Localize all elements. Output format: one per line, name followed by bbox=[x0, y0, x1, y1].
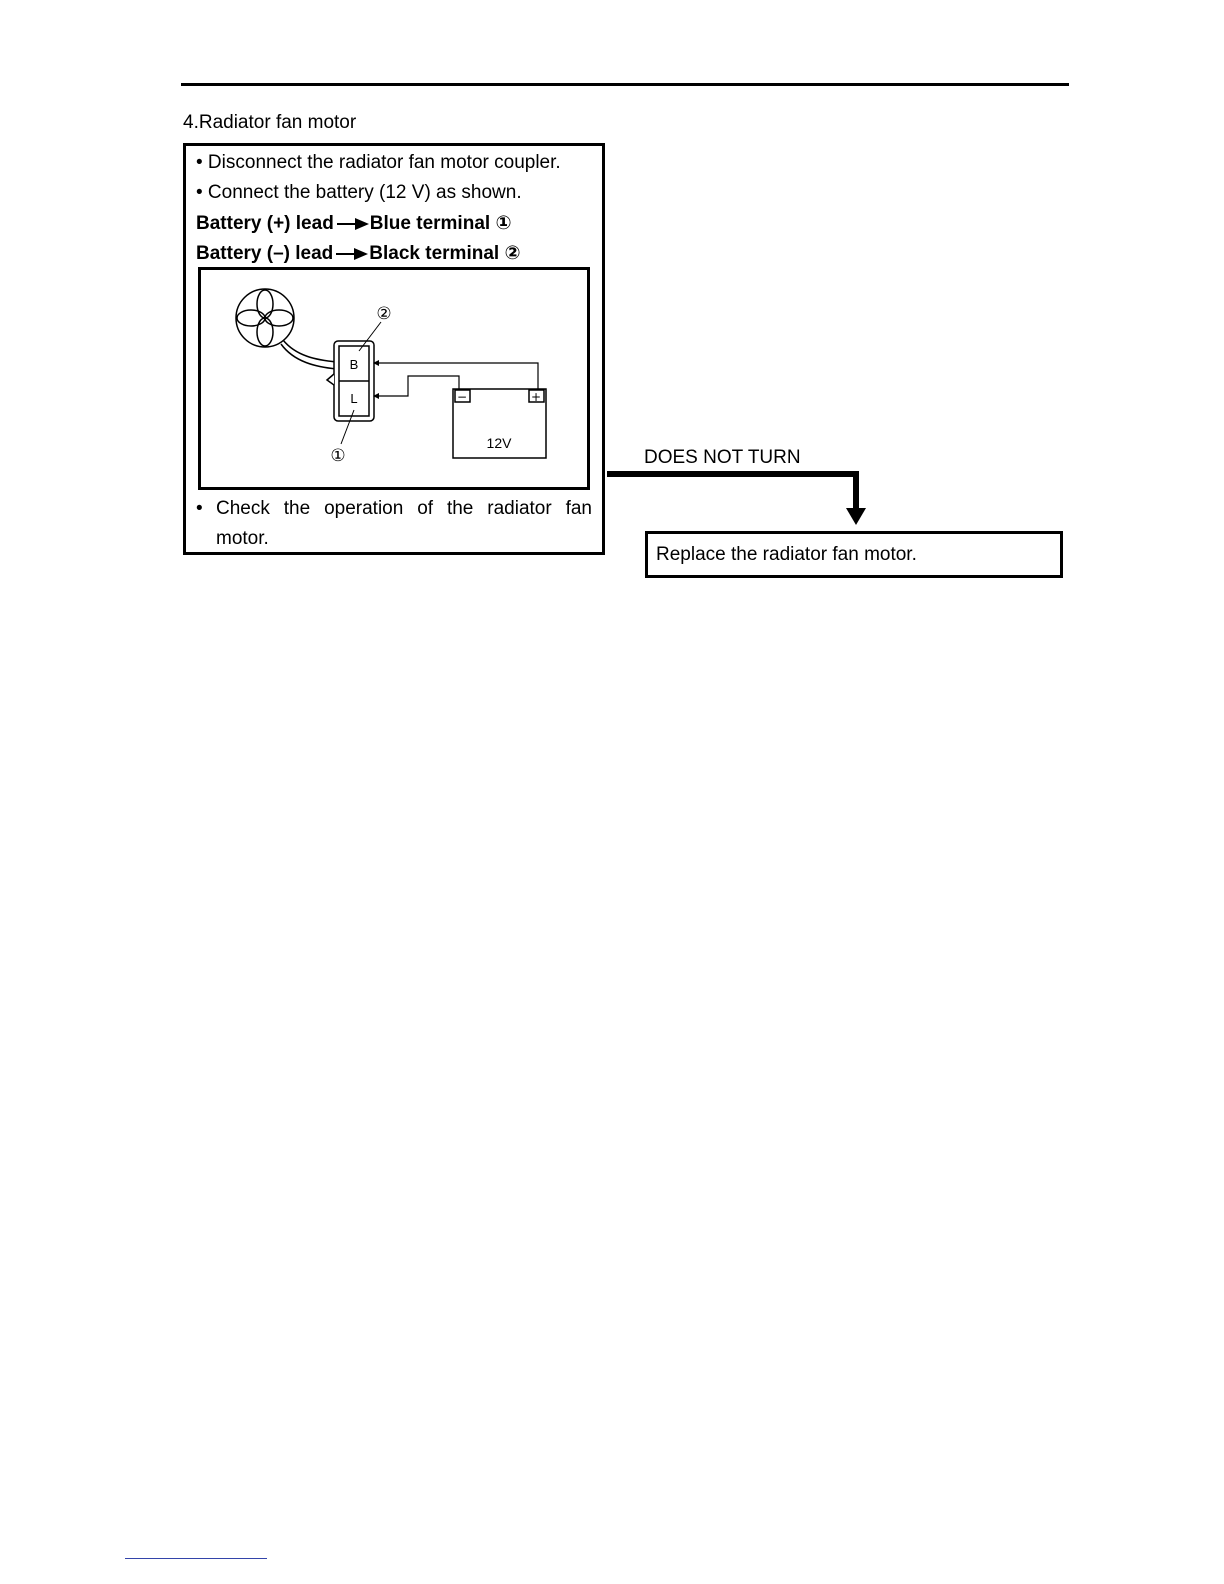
terminal-l-label: L bbox=[350, 391, 358, 406]
connection-positive-to: Blue terminal ① bbox=[369, 213, 512, 234]
footer-link-underline bbox=[125, 1558, 267, 1559]
result-label: DOES NOT TURN bbox=[644, 447, 801, 468]
flow-arrow-icon bbox=[607, 470, 871, 528]
action-box bbox=[645, 531, 1063, 578]
callout-1-label: ① bbox=[330, 446, 346, 466]
right-arrow-icon bbox=[337, 217, 369, 231]
action-text: Replace the radiator fan motor. bbox=[656, 544, 917, 565]
top-rule bbox=[181, 83, 1069, 86]
connection-negative-to: Black terminal ② bbox=[369, 243, 521, 264]
check-instruction-text: Check the operation of the radiator fan motor. bbox=[216, 498, 592, 549]
wiring-diagram bbox=[198, 267, 590, 490]
inspection-step-box bbox=[183, 143, 605, 555]
connection-positive-from: Battery (+) lead bbox=[196, 213, 334, 234]
check-instruction bbox=[196, 494, 592, 554]
step-instruction-connect: • Connect the battery (12 V) as shown. bbox=[196, 182, 522, 203]
battery-minus-label: − bbox=[456, 390, 468, 404]
connection-negative bbox=[196, 242, 521, 265]
check-bullet: • bbox=[196, 498, 203, 519]
terminal-b-label: B bbox=[349, 357, 359, 372]
connection-negative-from: Battery (–) lead bbox=[196, 243, 334, 264]
coupler bbox=[327, 341, 374, 421]
connection-positive bbox=[196, 212, 512, 235]
right-arrow-icon bbox=[336, 247, 368, 261]
motor-lead-wire bbox=[283, 340, 337, 362]
battery-plus-label: + bbox=[530, 390, 542, 404]
step-instruction-disconnect: • Disconnect the radiator fan motor coupler. bbox=[196, 152, 561, 173]
section-title: 4.Radiator fan motor bbox=[183, 112, 357, 133]
battery-voltage-label: 12V bbox=[486, 435, 512, 451]
wiring-diagram-svg bbox=[201, 270, 587, 487]
fan-icon bbox=[236, 289, 294, 347]
callout-2-label: ② bbox=[376, 304, 392, 324]
